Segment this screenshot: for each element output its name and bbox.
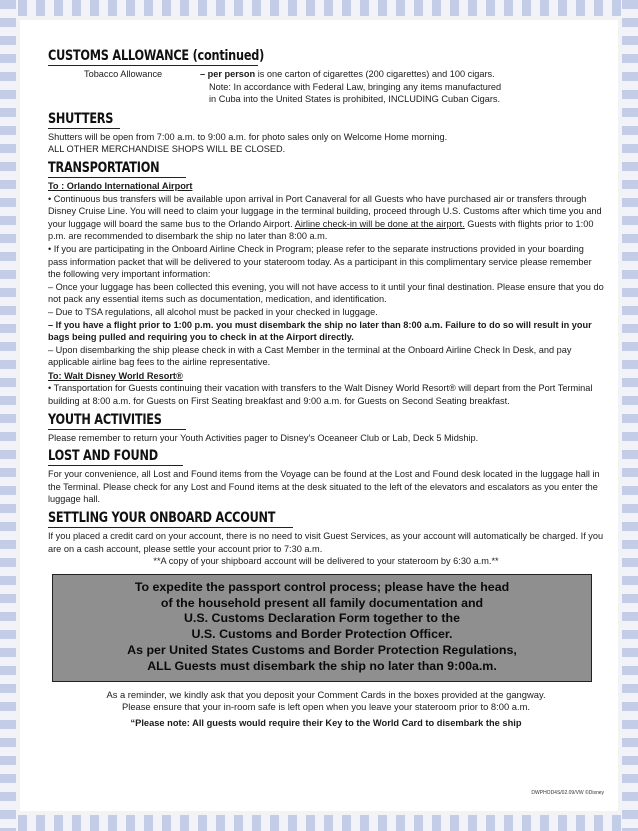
callout-line-4: U.S. Customs and Border Protection Officer.: [191, 627, 453, 642]
tobacco-label: Tobacco Allowance: [84, 69, 163, 79]
account-line-2: **A copy of your shipboard account will be delivered to your stateroom by 6:30 a.m.**: [153, 556, 499, 567]
shutters-line-2: ALL OTHER MERCHANDISE SHOPS WILL BE CLOSED.: [48, 144, 286, 155]
youth-heading: YOUTH ACTIVITIES: [48, 411, 162, 428]
tobacco-allowance: [48, 68, 604, 106]
transport-para-7: • Transportation for Guests continuing their vacation with transfers to the Walt Disney World Resort® will depart from the Port Terminal building at 8:00 a.m. for Guests on First Seating breakfast and 9:00 a.m. for Guests on Second Seating breakfast.: [48, 383, 593, 407]
reminder-comment-cards: As a reminder, we kindly ask that you deposit your Comment Cards in the boxes provided at the gangway.: [106, 688, 546, 700]
callout-line-3: U.S. Customs Declaration Form together to the: [183, 611, 461, 626]
tobacco-note-1: Note: In accordance with Federal Law, bringing any items manufactured: [209, 81, 502, 92]
key-to-world-note: “Please note: All guests would require their Key to the World Card to disembark the ship: [130, 718, 522, 729]
callout-line-1: To expedite the passport control process; please have the head: [134, 579, 510, 594]
callout-line-6: ALL Guests must disembark the ship no later than 9:00a.m.: [147, 658, 497, 673]
youth-line: Please remember to return your Youth Activities pager to Disney's Oceaneer Club or Lab, Deck 5 Midship.: [48, 432, 479, 443]
border-top: [0, 0, 638, 16]
document-content: [48, 46, 604, 730]
shutters-heading: SHUTTERS: [48, 110, 114, 127]
tobacco-note-2: in Cuba into the United States is prohibited, INCLUDING Cuban Cigars.: [209, 94, 501, 105]
transport-para-3: – Once your luggage has been collected this evening, you will not have access to it until your final destination. Please ensure that you do not pack any essential items such as documentation, medication, and identification.: [48, 281, 604, 305]
tobacco-line1: is one carton of cigarettes (200 cigarettes) and 100 cigars.: [255, 69, 495, 79]
callout-line-2: of the household present all family documentation and: [160, 595, 484, 610]
wdw-subheading: To: Walt Disney World Resort®: [48, 370, 183, 381]
border-left: [0, 0, 16, 831]
transportation-heading: TRANSPORTATION: [48, 159, 160, 176]
document-page: [20, 20, 618, 811]
transport-para-4: – Due to TSA regulations, all alcohol must be packed in your checked in luggage.: [48, 306, 378, 317]
lost-found-heading: LOST AND FOUND: [48, 448, 158, 465]
border-bottom: [0, 815, 638, 831]
transport-para-2: • If you are participating in the Onboard Airline Check in Program; please refer to the separate instructions provided in your boarding pass information packet that will be delivered to your stateroom today. As a participant in this complimentary service please remember the following very important information:: [48, 243, 592, 280]
passport-callout-box: [52, 574, 592, 682]
airport-subheading: To : Orlando International Airport: [48, 180, 193, 191]
tobacco-per-person: – per person: [200, 69, 256, 79]
lost-found-line: For your convenience, all Lost and Found items from the Voyage can be found at the Lost and Found desk located in the luggage hall in the Terminal. Please check for any Lost and Found items at the desk situated to the left of the elevators and escalators as you enter the luggage hall.: [48, 469, 600, 505]
account-line-1: If you placed a credit card on your account, there is no need to visit Guest Services, as your account will automatically be charged. If you are on a cash account, please settle your account prior to 7:30 a.m.: [48, 531, 604, 554]
transport-para-1: • Continuous bus transfers will be available upon arrival in Port Canaveral for all Guests who have purchased air or transfers through Disney Cruise Line. You will need to claim your luggage in the terminal building, proceed through U.S. Customs after which time you and your luggage will board the same bus to the Orlando Airport. Airline check-in will be done at the airport. Guests with flights prior to 1:00 p.m. are recommended to disembark the ship no later than 8:00 a.m.: [48, 193, 602, 242]
customs-heading: CUSTOMS ALLOWANCE (continued): [48, 48, 265, 64]
transport-para-6: – Upon disembarking the ship please check in with a Cast Member in the terminal at the Onboard Airline Check In Desk, and pay applicable airline bag fees to the airline representative.: [48, 344, 572, 368]
account-heading: SETTLING YOUR ONBOARD ACCOUNT: [48, 510, 276, 527]
reminder-safe: Please ensure that your in-room safe is left open when you leave your stateroom prior to 8:00 a.m.: [121, 700, 531, 712]
transport-para-5: – If you have a flight prior to 1:00 p.m. you must disembark the ship no later than 8:00 a.m. Failure to do so will result in your bags being pulled and requiring you to check in at the Airport directly.: [48, 319, 592, 343]
callout-line-5: As per United States Customs and Border Protection Regulations,: [127, 643, 517, 657]
border-right: [622, 0, 638, 831]
document-code: DWPHOD4S/02.09/VW ©Disney: [531, 790, 604, 796]
shutters-line-1: Shutters will be open from 7:00 a.m. to 9:00 a.m. for photo sales only on Welcome Home morning.: [48, 131, 448, 142]
